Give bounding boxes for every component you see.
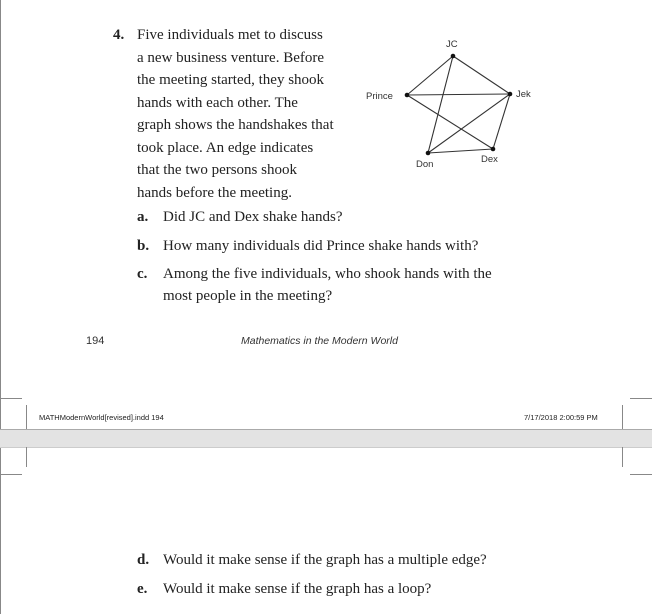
edge-prince-jek	[407, 94, 510, 95]
label-don: Don	[416, 159, 434, 170]
node-jc	[451, 54, 456, 59]
edge-jek-don	[428, 94, 510, 153]
page-edge	[0, 0, 1, 614]
edge-jc-don	[428, 56, 453, 153]
q-letter: e.	[137, 581, 148, 597]
q-letter: d.	[137, 552, 150, 568]
crop-mark	[622, 447, 623, 467]
q-text: Did JC and Dex shake hands?	[163, 209, 343, 225]
problem-line: graph shows the handshakes that	[137, 117, 334, 133]
q-letter: a.	[137, 209, 149, 225]
edge-jc-prince	[407, 56, 453, 95]
question-c	[137, 263, 492, 307]
problem-number: 4.	[113, 27, 125, 43]
edge-jc-jek	[453, 56, 510, 94]
label-dex: Dex	[481, 154, 498, 165]
question-b	[137, 235, 478, 257]
q-letter: b.	[137, 238, 150, 254]
q-text: most people in the meeting?	[163, 288, 333, 304]
q-text: How many individuals did Prince shake hands with?	[163, 238, 479, 254]
problem-line: hands before the meeting.	[137, 184, 292, 201]
question-d	[137, 549, 487, 571]
crop-mark	[0, 398, 22, 399]
crop-mark	[26, 447, 27, 467]
crop-mark	[0, 474, 22, 475]
label-jek: Jek	[516, 89, 531, 100]
node-dex	[491, 147, 496, 152]
slug-file: MATHModernWorld[revised].indd 194	[39, 413, 164, 422]
page-number: 194	[86, 335, 105, 347]
edge-prince-dex	[407, 95, 493, 149]
q-text: Would it make sense if the graph has a multiple edge?	[163, 552, 487, 568]
problem-line: a new business venture. Before	[137, 49, 325, 66]
page-gap	[0, 429, 652, 448]
q-text: Would it make sense if the graph has a loop?	[163, 581, 432, 597]
crop-mark	[630, 398, 652, 399]
edge-don-dex	[428, 149, 493, 153]
question-e	[137, 578, 431, 600]
node-jek	[508, 92, 513, 97]
problem-line: the meeting started, they shook	[137, 72, 325, 88]
label-jc: JC	[446, 39, 458, 50]
problem-line: hands with each other. The	[137, 94, 298, 111]
node-prince	[405, 93, 410, 98]
q-letter: c.	[137, 266, 148, 282]
problem-line: that the two persons shook	[137, 162, 297, 178]
q-text: Among the five individuals, who shook hands with the	[163, 266, 492, 282]
problem-line: Five individuals met to discuss	[137, 27, 323, 43]
crop-mark	[630, 474, 652, 475]
edge-jek-dex	[493, 94, 510, 149]
problem-line: took place. An edge indicates	[137, 139, 314, 156]
question-a	[137, 206, 343, 228]
slug-date: 7/17/2018 2:00:59 PM	[524, 413, 598, 422]
crop-mark	[26, 405, 27, 430]
problem-text	[137, 24, 334, 204]
node-don	[426, 151, 431, 156]
crop-mark	[622, 405, 623, 430]
label-prince: Prince	[366, 91, 393, 102]
handshake-graph	[350, 30, 550, 180]
running-footer: Mathematics in the Modern World	[241, 335, 398, 347]
